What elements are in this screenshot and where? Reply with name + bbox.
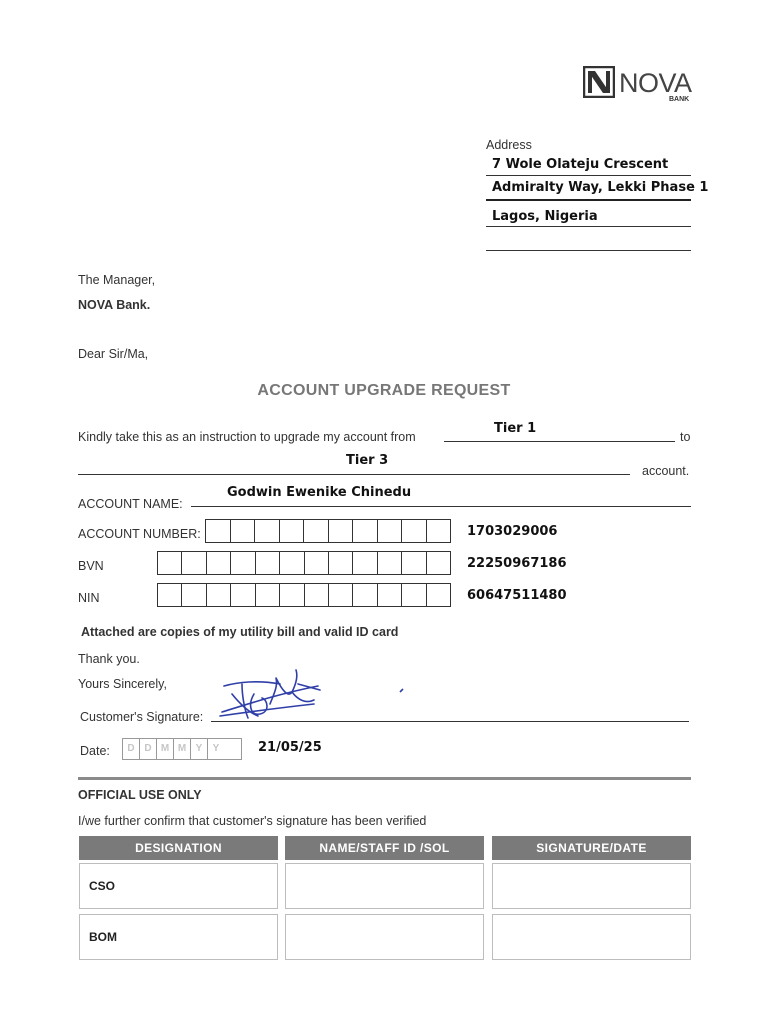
official-heading: OFFICIAL USE ONLY [78,788,202,802]
greeting: Dear Sir/Ma, [78,347,149,361]
table-row-bom-name[interactable] [285,914,484,960]
account-name-label: ACCOUNT NAME: [78,497,183,511]
account-number-label: ACCOUNT NUMBER: [78,527,201,541]
table-row-cso-designation [79,863,278,909]
address-line-4-rule [486,250,691,251]
instruction-text: Kindly take this as an instruction to upgrade my account from [78,430,416,444]
table-row-cso-name[interactable] [285,863,484,909]
address-line-2-rule [486,199,691,201]
from-tier-rule [444,441,675,442]
bvn-boxes [157,551,451,575]
account-name-rule [191,506,691,507]
date-box-y2: Y [212,743,220,754]
recipient-title: The Manager, [78,273,156,287]
address-line-3: Lagos, Nigeria [492,209,598,224]
col-header-name-staff: NAME/STAFF ID /SOL [285,836,484,860]
address-line-1-rule [486,175,691,176]
nova-logo [583,66,693,106]
date-box-y1: Y [191,739,208,759]
yours-sincerely: Yours Sincerely, [78,677,167,691]
date-value: 21/05/25 [258,740,322,755]
to-tier-rule [78,474,630,475]
table-row-cso-signature[interactable] [492,863,691,909]
address-line-2: Admiralty Way, Lekki Phase 1 [492,180,709,195]
signature-label: Customer's Signature: [80,710,204,724]
address-line-3-rule [486,226,691,227]
address-label: Address [486,138,532,152]
nin-label: NIN [78,591,100,605]
date-box-m2: M [174,739,191,759]
date-box-d2: D [140,739,157,759]
nova-logo-mark-icon [583,66,615,98]
to-tier-value: Tier 3 [346,453,389,468]
to-word: to [680,430,691,444]
date-boxes [122,738,242,760]
row-label-bom: BOM [89,930,117,944]
date-box-d1: D [123,739,140,759]
date-label: Date: [80,744,110,758]
customer-signature [218,664,328,726]
account-number-value: 1703029006 [467,524,558,539]
thank-you: Thank you. [78,652,140,666]
bvn-value: 22250967186 [467,556,567,571]
ink-dot-icon [399,687,405,693]
col-header-signature-date: SIGNATURE/DATE [492,836,691,860]
date-box-m1: M [157,739,174,759]
table-row-bom-signature[interactable] [492,914,691,960]
nin-value: 60647511480 [467,588,567,603]
logo-wordmark: NOVA [619,68,692,98]
nin-boxes [157,583,451,607]
account-number-boxes [205,519,451,543]
account-name-value: Godwin Ewenike Chinedu [227,485,412,500]
from-tier-value: Tier 1 [494,421,537,436]
bvn-label: BVN [78,559,104,573]
logo-subtext: BANK [669,96,690,103]
recipient-bank: NOVA Bank. [78,298,151,312]
form-title: ACCOUNT UPGRADE REQUEST [257,382,511,399]
attachment-note: Attached are copies of my utility bill and valid ID card [81,625,399,639]
table-row-bom-designation [79,914,278,960]
account-word: account. [642,464,690,478]
row-label-cso: CSO [89,879,116,893]
address-line-1: 7 Wole Olateju Crescent [492,157,669,172]
official-divider [78,777,691,780]
official-confirm: I/we further confirm that customer's signature has been verified [78,814,427,828]
col-header-designation: DESIGNATION [79,836,278,860]
